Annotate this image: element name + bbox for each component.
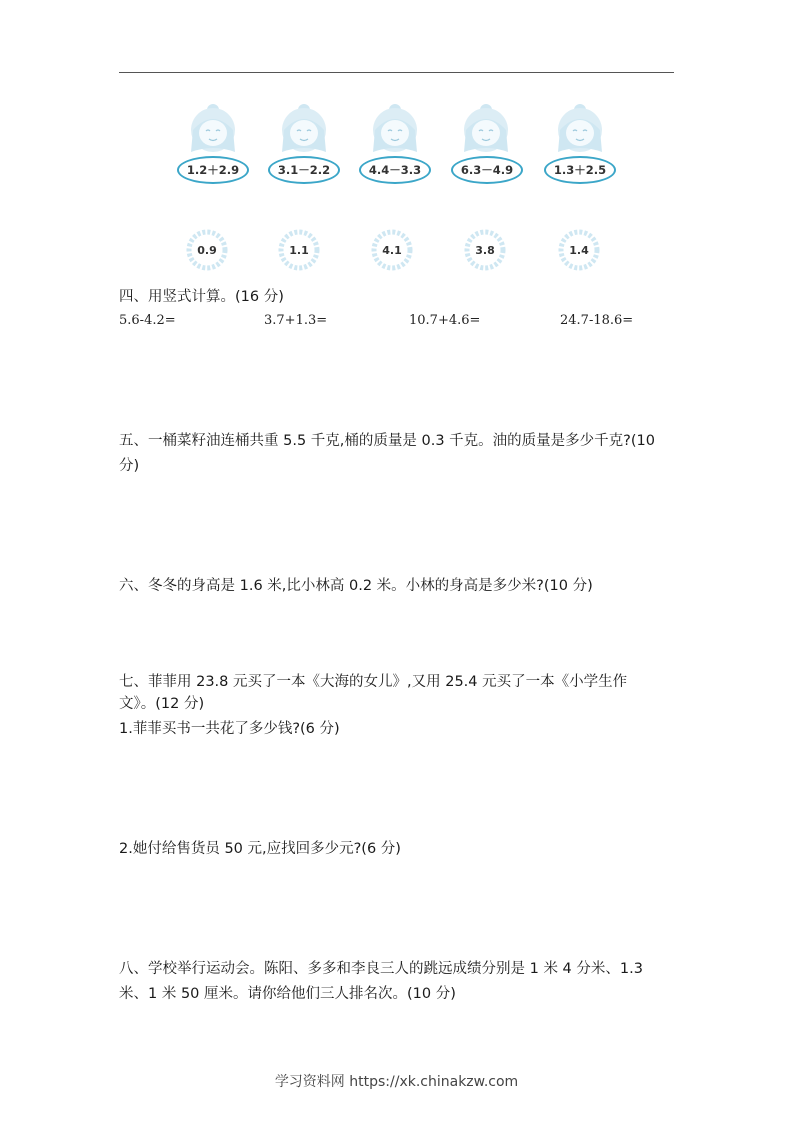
answer-wreath: [277, 228, 321, 272]
q5-text: 五、一桶菜籽油连桶共重 5.5 千克,桶的质量是 0.3 千克。油的质量是多少千克?(10: [119, 433, 655, 449]
expression-oval: 3.1－2.2: [268, 156, 340, 184]
calc-problem: 24.7-18.6=: [560, 313, 634, 328]
q7-sub2: 2.她付给售货员 50 元,应找回多少元?(6 分): [119, 841, 401, 857]
expression-oval: 1.3＋2.5: [544, 156, 616, 184]
expression-oval: 4.4－3.3: [359, 156, 431, 184]
q7-text: 文》。(12 分): [119, 696, 205, 712]
q5-text: 分): [119, 458, 140, 474]
answer-wreath: [185, 228, 229, 272]
answer-value: 1.1: [289, 243, 309, 257]
q8-text: 米、1 米 50 厘米。请你给他们三人排名次。(10 分): [119, 986, 456, 1002]
expression-oval: 1.2＋2.9: [177, 156, 249, 184]
q6-text: 六、冬冬的身高是 1.6 米,比小林高 0.2 米。小林的身高是多少米?(10 分): [119, 578, 593, 594]
answer-wreath: [463, 228, 507, 272]
expression-oval: 6.3－4.9: [451, 156, 523, 184]
calc-problem: 5.6-4.2=: [119, 313, 176, 328]
answer-wreath: [557, 228, 601, 272]
q4-title: 四、用竖式计算。(16 分): [119, 289, 284, 305]
matching-figure: [0, 100, 793, 280]
q7-text: 七、菲菲用 23.8 元买了一本《大海的女儿》,又用 25.4 元买了一本《小学生作: [119, 674, 628, 690]
calc-problem: 10.7+4.6=: [409, 313, 481, 328]
answer-value: 0.9: [197, 243, 217, 257]
answer-value: 3.8: [475, 243, 495, 257]
q8-text: 八、学校举行运动会。陈阳、多多和李良三人的跳远成绩分别是 1 米 4 分米、1.3: [119, 961, 643, 977]
q7-sub1: 1.菲菲买书一共花了多少钱?(6 分): [119, 721, 340, 737]
answer-wreath: [370, 228, 414, 272]
header-rule: [119, 72, 674, 73]
footer-watermark: 学习资料网 https://xk.chinakzw.com: [274, 1074, 519, 1090]
calc-problem: 3.7+1.3=: [264, 313, 328, 328]
answer-value: 1.4: [569, 243, 589, 257]
answer-value: 4.1: [382, 243, 402, 257]
